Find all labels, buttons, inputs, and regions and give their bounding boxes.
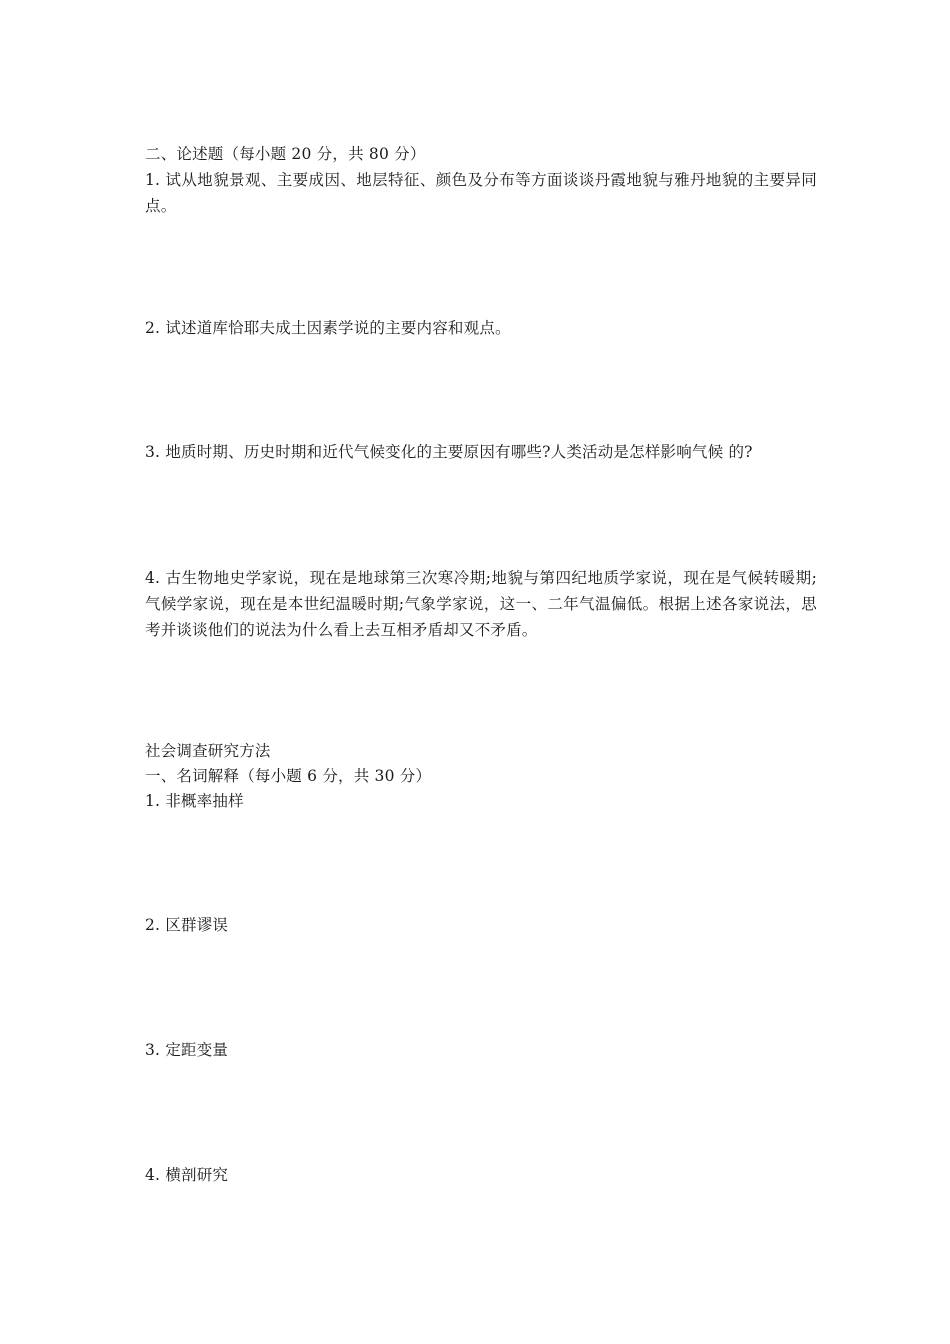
- term-3: 3. 定距变量: [145, 1041, 229, 1059]
- essay-question-2: 2. 试述道库恰耶夫成土因素学说的主要内容和观点。: [145, 319, 511, 337]
- essay-question-3: 3. 地质时期、历史时期和近代气候变化的主要原因有哪些?人类活动是怎样影响气候 的?: [145, 443, 753, 461]
- essay-question-4: 4. 古生物地史学家说，现在是地球第三次寒冷期;地貌与第四纪地质学家说，现在是气候转暖期;气候学家说，现在是本世纪温暖时期;气象学家说，这一、二年气温偏低。根据上述各家说法，思考并谈谈他们的说法为什么看上去互相矛盾却又不矛盾。: [145, 569, 817, 639]
- survey-section-title: 社会调查研究方法: [145, 742, 271, 760]
- essay-question-1: 1. 试从地貌景观、主要成因、地层特征、颜色及分布等方面谈谈丹霞地貌与雅丹地貌的主要异同点。: [145, 171, 817, 215]
- survey-section-heading: 一、名词解释（每小题 6 分，共 30 分）: [145, 767, 432, 785]
- term-2: 2. 区群谬误: [145, 916, 229, 934]
- term-4: 4. 横剖研究: [145, 1166, 229, 1184]
- term-1: 1. 非概率抽样: [145, 792, 244, 810]
- essay-section-heading: 二、论述题（每小题 20 分，共 80 分）: [145, 145, 426, 163]
